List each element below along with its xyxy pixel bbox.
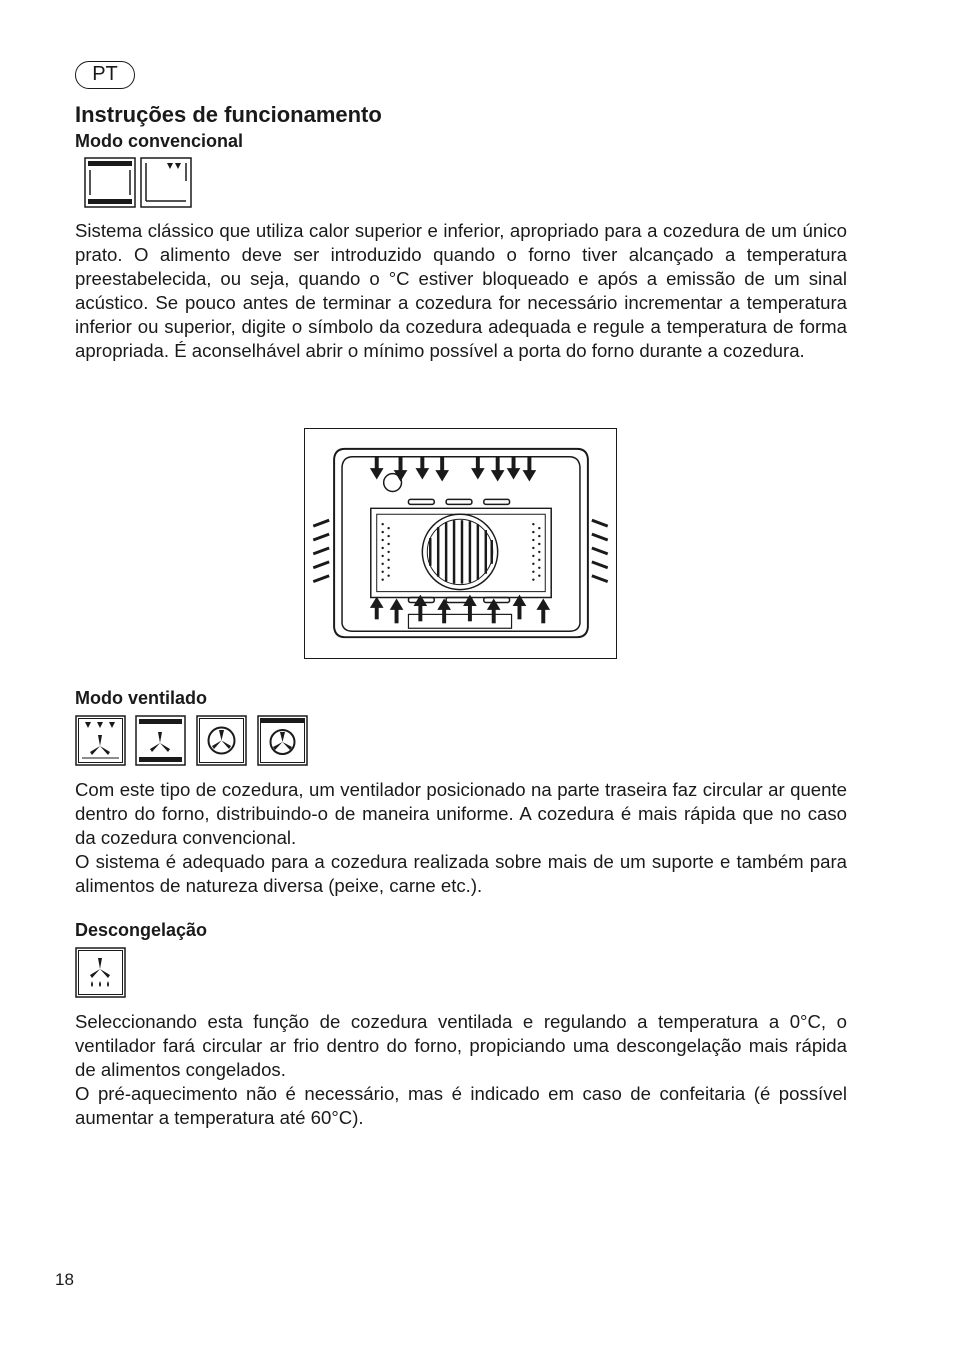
paragraph-ventilado-text-1: Com este tipo de cozedura, um ventilador posicionado na parte traseira faz circular ar quente dentro do forno, distribuindo-o de maneira uniforme. A cozedura é mais rápida que no caso da cozedura convencional. [75,779,847,848]
section-heading-descongelacao: Descongelação [75,920,208,940]
paragraph-descongelacao-text-1: Seleccionando esta função de cozedura ventilada e regulando a temperatura a 0°C, o ventilador fará circular ar frio dentro do forno, propiciando uma descongelação mais rápida de alimentos congelados. [75,1011,847,1080]
paragraph-descongelacao [75,1010,847,1130]
page-number: 18 [55,1270,74,1289]
defrost-icon [75,947,126,998]
top-heat-icon [140,157,192,208]
paragraph-descongelacao-text-2: O pré-aquecimento não é necessário, mas é indicado em caso de confeitaria (é possível aumentar a temperatura até 60°C). [75,1083,847,1128]
hot-air-fan-icon [196,715,247,766]
language-badge: PT [75,61,135,89]
top-bottom-heat-icon [84,157,136,208]
page-title: Instruções de funcionamento [75,102,382,127]
paragraph-convencional-text: Sistema clássico que utiliza calor superior e inferior, apropriado para a cozedura de um único prato. O alimento deve ser introduzido quando o forno tiver alcançado a temperatura preestabelecida, ou seja, quando o °C estiver bloqueado e após a emissão de um sinal acústico. Se pouco antes de terminar a cozedura for necessário incrementar a temperatura inferior ou superior, digite o símbolo da cozedura adequada e regule a temperatura de forma apropriada. É aconselhável abrir o mínimo possível a porta do forno durante a cozedura. [75,220,847,361]
fan-top-bottom-heat-icon [135,715,186,766]
paragraph-ventilado-text-2: O sistema é adequado para a cozedura realizada sobre mais de um suporte e também para alimentos de natureza diversa (peixe, carne etc.). [75,851,847,896]
section-heading-ventilado: Modo ventilado [75,688,207,708]
section-heading-convencional: Modo convencional [75,131,244,151]
oven-heat-diagram [304,428,617,659]
paragraph-ventilado [75,778,847,898]
fan-top-heat-icon [75,715,126,766]
paragraph-convencional [75,219,847,363]
hot-air-fan-top-icon [257,715,308,766]
